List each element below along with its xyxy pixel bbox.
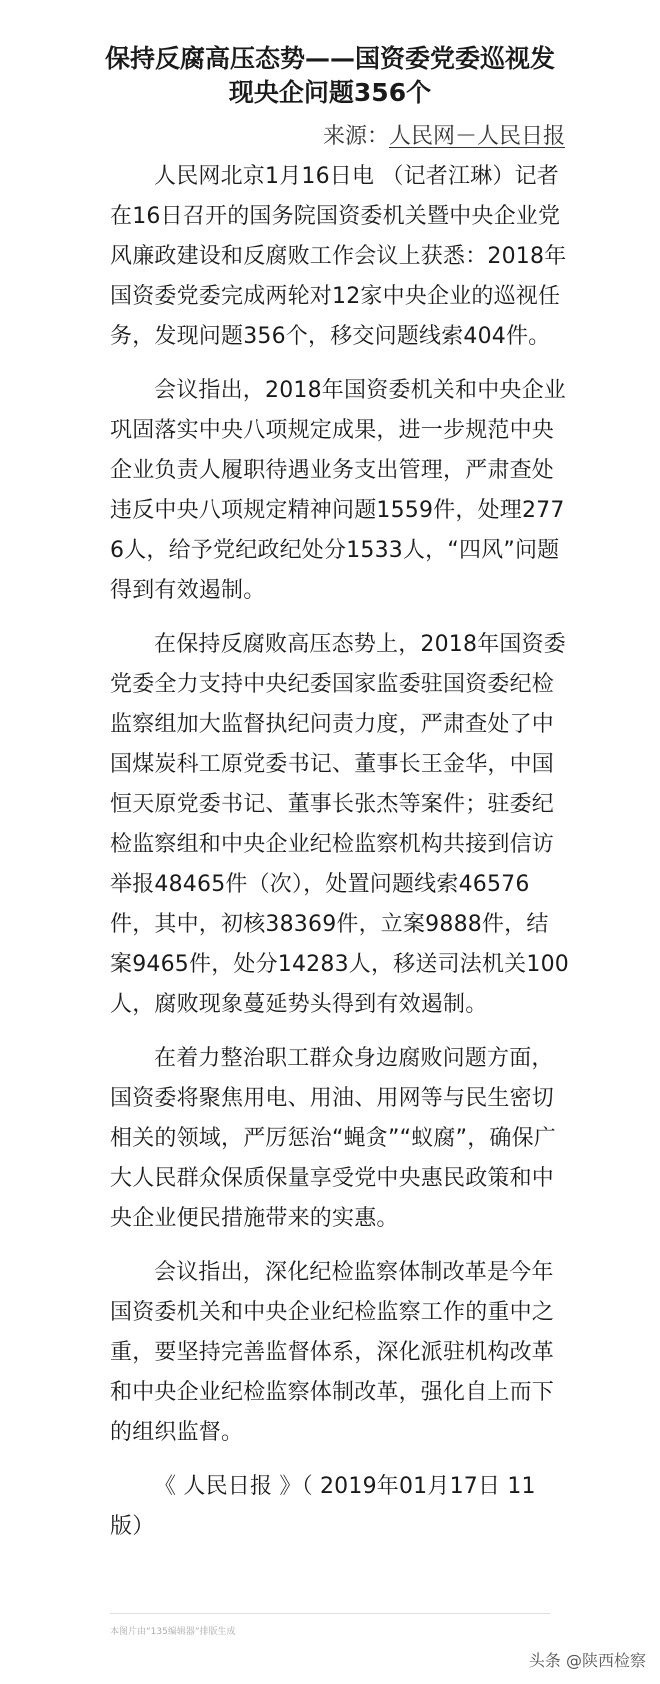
paragraph-1: 人民网北京1月16日电 （记者江琳）记者在16日召开的国务院国资委机关暨中央企业党风廉政建设和反腐败工作会议上获悉：2018年国资委党委完成两轮对12家中央企业的巡视任务，发现问题356个，移交问题线索404件。 (110, 164, 567, 349)
article-source (200, 120, 565, 154)
watermark: 头条 @陕西检察 (528, 1651, 646, 1670)
paragraph-2: 会议指出，2018年国资委机关和中央企业巩固落实中央八项规定成果，进一步规范中央企业负责人履职待遇业务支出管理，严肃查处违反中央八项规定精神问题1559件，处理2776人，给予党纪政纪处分1533人，“四风”问题得到有效遏制。 (110, 378, 566, 603)
paragraph-citation: 《 人民日报 》（ 2019年01月17日 11 版） (110, 1474, 536, 1539)
paragraph-5: 会议指出，深化纪检监察体制改革是今年国资委机关和中央企业纪检监察工作的重中之重，要坚持完善监督体系，深化派驻机构改革和中央企业纪检监察体制改革，强化自上而下的组织监督。 (110, 1260, 555, 1445)
source-prefix: 来源： (322, 124, 389, 149)
footer-divider (110, 1613, 550, 1614)
source-link[interactable]: 人民网－人民日报 (388, 124, 565, 149)
footer-note: 本图片由“135编辑器”排版生成 (110, 1627, 236, 1637)
paragraph-4: 在着力整治职工群众身边腐败问题方面，国资委将聚焦用电、用油、用网等与民生密切相关的领域，严厉惩治“蝇贪”“蚁腐”，确保广大人民群众保质保量享受党中央惠民政策和中央企业便民措施带来的实惠。 (110, 1046, 556, 1231)
paragraph-3: 在保持反腐败高压态势上，2018年国资委党委全力支持中央纪委国家监委驻国资委纪检监察组加大监督执纪问责力度，严肃查处了中国煤炭科工原党委书记、董事长王金华，中国恒天原党委书记、董事长张杰等案件；驻委纪检监察组和中央企业纪检监察机构共接到信访举报48465件（次），处置问题线索46576件，其中，初核38369件，立案9888件，结案9465件，处分14283人，移送司法机关100人，腐败现象蔓延势头得到有效遏制。 (110, 632, 569, 1017)
article-title: 保持反腐高压态势——国资委党委巡视发现央企问题356个 (104, 44, 555, 107)
article-body (110, 157, 570, 1561)
